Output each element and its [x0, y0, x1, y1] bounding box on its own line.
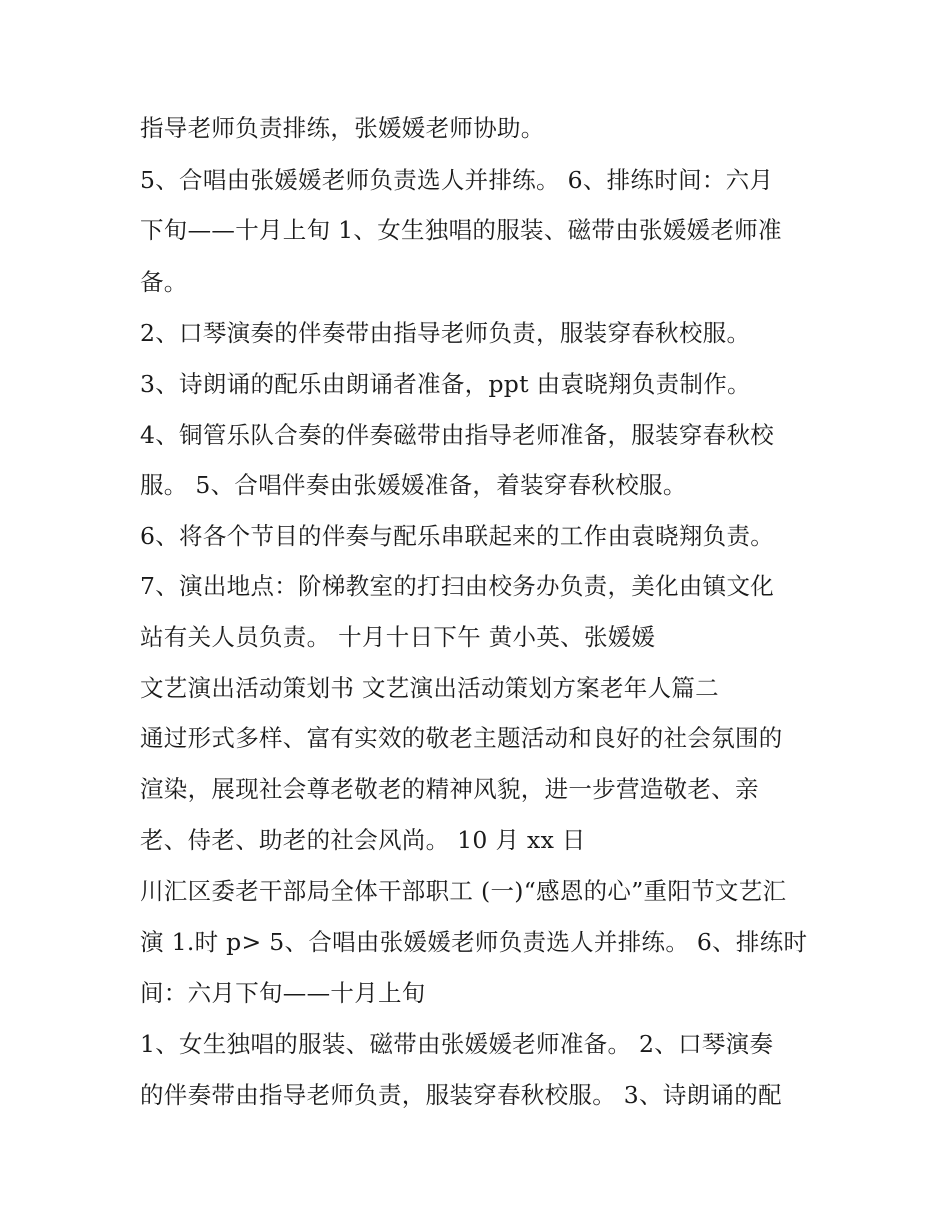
text-line-2: 5、合唱由张媛媛老师负责选人并排练。 6、排练时间：六月 [140, 166, 774, 194]
text-line-7: 4、铜管乐队合奏的伴奏磁带由指导老师准备，服装穿春秋校 [140, 421, 775, 449]
text-line-4: 备。 [140, 268, 188, 296]
text-line-1: 指导老师负责排练，张媛媛老师协助。 [140, 114, 545, 142]
text-line-20: 的伴奏带由指导老师负责，服装穿春秋校服。 3、诗朗诵的配 [140, 1081, 782, 1109]
text-line-10: 7、演出地点：阶梯教室的打扫由校务办负责，美化由镇文化 [140, 572, 775, 600]
text-line-16: 川汇区委老干部局全体干部职工 (一)“感恩的心”重阳节文艺汇 [140, 877, 787, 905]
text-line-17: 演 1.时 p> 5、合唱由张媛媛老师负责选人并排练。 6、排练时 [140, 928, 808, 956]
text-line-9: 6、将各个节目的伴奏与配乐串联起来的工作由袁晓翔负责。 [140, 522, 775, 550]
text-line-13: 通过形式多样、富有实效的敬老主题活动和良好的社会氛围的 [140, 724, 783, 752]
text-line-8: 服。 5、合唱伴奏由张媛媛准备，着装穿春秋校服。 [140, 471, 687, 499]
text-line-3: 下旬——十月上旬 1、女生独唱的服装、磁带由张媛媛老师准 [140, 216, 782, 244]
text-line-5: 2、口琴演奏的伴奏带由指导老师负责，服装穿春秋校服。 [140, 319, 751, 347]
text-line-12: 文艺演出活动策划书 文艺演出活动策划方案老年人篇二 [140, 674, 719, 702]
text-line-19: 1、女生独唱的服装、磁带由张媛媛老师准备。 2、口琴演奏 [140, 1030, 774, 1058]
text-line-15: 老、侍老、助老的社会风尚。 10 月 xx 日 [140, 826, 586, 854]
text-line-11: 站有关人员负责。 十月十日下午 黄小英、张媛媛 [140, 623, 656, 651]
text-line-6: 3、诗朗诵的配乐由朗诵者准备，ppt 由袁晓翔负责制作。 [140, 370, 751, 398]
text-line-18: 间：六月下旬——十月上旬 [140, 979, 426, 1007]
text-line-14: 渲染，展现社会尊老敬老的精神风貌，进一步营造敬老、亲 [140, 775, 759, 803]
